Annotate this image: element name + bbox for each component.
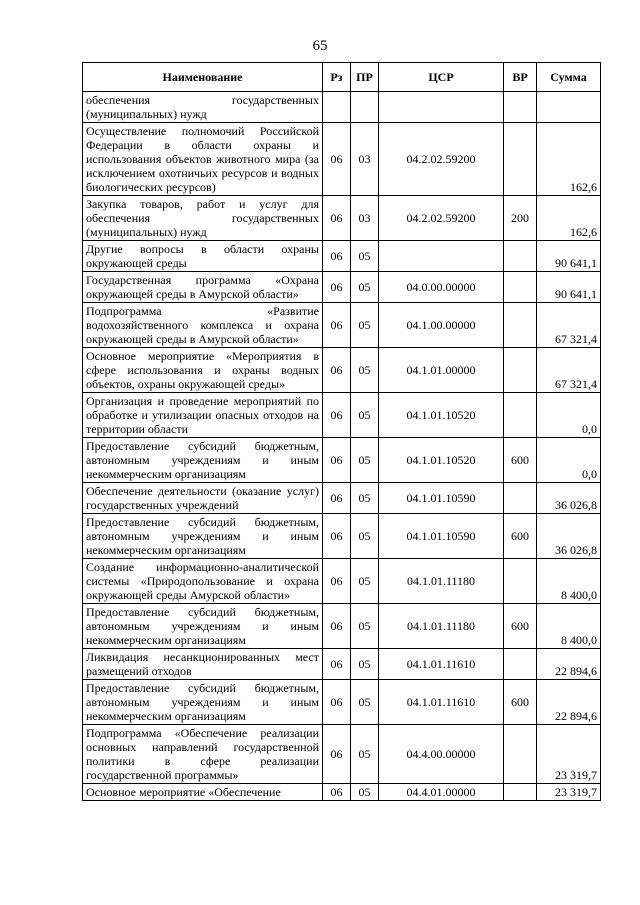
row-name: Предоставление субсидий бюджетным, автономным учреждениям и иным некоммерческим организациям — [83, 438, 323, 483]
row-pr: 05 — [351, 241, 379, 272]
table-row — [83, 303, 601, 348]
header-rz: Рз — [323, 63, 351, 92]
row-pr: 05 — [351, 393, 379, 438]
row-pr: 05 — [351, 438, 379, 483]
table-row — [83, 784, 601, 801]
row-vr — [504, 241, 537, 272]
row-sum: 90 641,1 — [537, 272, 601, 303]
row-rz: 06 — [323, 784, 351, 801]
row-sum: 162,6 — [537, 196, 601, 241]
row-name: Обеспечение деятельности (оказание услуг) государственных учреждений — [83, 483, 323, 514]
row-pr: 05 — [351, 272, 379, 303]
row-csr: 04.1.01.11180 — [379, 559, 504, 604]
row-pr: 05 — [351, 348, 379, 393]
header-sum: Сумма — [537, 63, 601, 92]
row-name: Подпрограмма «Обеспечение реализации основных направлений государственной политики в сфере реализации государственной программы» — [83, 725, 323, 784]
row-csr: 04.1.01.11180 — [379, 604, 504, 649]
row-csr: 04.1.01.10590 — [379, 514, 504, 559]
table-row — [83, 393, 601, 438]
row-csr: 04.4.00.00000 — [379, 725, 504, 784]
row-name: Создание информационно-аналитической системы «Природопользование и охрана окружающей среды Амурской области» — [83, 559, 323, 604]
row-csr: 04.1.01.10520 — [379, 438, 504, 483]
row-rz: 06 — [323, 680, 351, 725]
row-pr: 03 — [351, 196, 379, 241]
table-row — [83, 514, 601, 559]
header-vr: ВР — [504, 63, 537, 92]
row-csr: 04.1.01.10590 — [379, 483, 504, 514]
table-row — [83, 680, 601, 725]
row-csr — [379, 241, 504, 272]
row-rz: 06 — [323, 241, 351, 272]
row-name: Организация и проведение мероприятий по обработке и утилизации опасных отходов на территории области — [83, 393, 323, 438]
row-csr: 04.1.01.00000 — [379, 348, 504, 393]
row-rz — [323, 92, 351, 123]
table-row — [83, 725, 601, 784]
row-vr — [504, 123, 537, 196]
row-pr: 05 — [351, 784, 379, 801]
row-csr: 04.1.01.11610 — [379, 649, 504, 680]
table-header-row — [83, 63, 601, 92]
row-csr: 04.1.01.10520 — [379, 393, 504, 438]
row-rz: 06 — [323, 196, 351, 241]
row-rz: 06 — [323, 123, 351, 196]
row-vr: 600 — [504, 604, 537, 649]
row-name: Основное мероприятие «Обеспечение — [83, 784, 323, 801]
row-name: Осуществление полномочий Российской Федерации в области охраны и использования объектов животного мира (за исключением охотничьих ресурсов и водных биологических ресурсов) — [83, 123, 323, 196]
table-row — [83, 483, 601, 514]
row-vr — [504, 272, 537, 303]
row-sum: 23 319,7 — [537, 784, 601, 801]
row-rz: 06 — [323, 348, 351, 393]
row-name: Закупка товаров, работ и услуг для обеспечения государственных (муниципальных) нужд — [83, 196, 323, 241]
row-rz: 06 — [323, 438, 351, 483]
header-csr: ЦСР — [379, 63, 504, 92]
row-rz: 06 — [323, 604, 351, 649]
row-sum: 36 026,8 — [537, 483, 601, 514]
table-row — [83, 196, 601, 241]
row-vr — [504, 483, 537, 514]
row-name: Подпрограмма «Развитие водохозяйственного комплекса и охрана окружающей среды в Амурской области» — [83, 303, 323, 348]
row-vr — [504, 348, 537, 393]
table-row — [83, 92, 601, 123]
row-sum: 67 321,4 — [537, 303, 601, 348]
table-row — [83, 604, 601, 649]
row-name: Государственная программа «Охрана окружающей среды в Амурской области» — [83, 272, 323, 303]
header-pr: ПР — [351, 63, 379, 92]
row-sum: 0,0 — [537, 393, 601, 438]
row-rz: 06 — [323, 649, 351, 680]
row-csr: 04.0.00.00000 — [379, 272, 504, 303]
row-sum: 22 894,6 — [537, 649, 601, 680]
row-sum — [537, 92, 601, 123]
row-rz: 06 — [323, 514, 351, 559]
row-sum: 23 319,7 — [537, 725, 601, 784]
table-row — [83, 272, 601, 303]
row-name: Ликвидация несанкционированных мест размещений отходов — [83, 649, 323, 680]
row-csr: 04.2.02.59200 — [379, 196, 504, 241]
row-pr: 05 — [351, 649, 379, 680]
row-vr — [504, 393, 537, 438]
row-name: обеспечения государственных (муниципальных) нужд — [83, 92, 323, 123]
row-sum: 67 321,4 — [537, 348, 601, 393]
page-number: 65 — [312, 38, 328, 54]
row-rz: 06 — [323, 272, 351, 303]
row-pr: 05 — [351, 680, 379, 725]
table-row — [83, 348, 601, 393]
row-pr: 05 — [351, 514, 379, 559]
row-name: Предоставление субсидий бюджетным, автономным учреждениям и иным некоммерческим организациям — [83, 604, 323, 649]
row-sum: 0,0 — [537, 438, 601, 483]
row-pr: 05 — [351, 559, 379, 604]
row-sum: 162,6 — [537, 123, 601, 196]
row-name: Предоставление субсидий бюджетным, автономным учреждениям и иным некоммерческим организациям — [83, 680, 323, 725]
row-rz: 06 — [323, 393, 351, 438]
row-pr: 05 — [351, 303, 379, 348]
row-rz: 06 — [323, 303, 351, 348]
row-rz: 06 — [323, 725, 351, 784]
row-vr — [504, 559, 537, 604]
row-sum: 22 894,6 — [537, 680, 601, 725]
header-name: Наименование — [83, 63, 323, 92]
row-vr — [504, 784, 537, 801]
row-csr — [379, 92, 504, 123]
row-pr: 05 — [351, 725, 379, 784]
row-sum: 8 400,0 — [537, 559, 601, 604]
table-row — [83, 241, 601, 272]
row-rz: 06 — [323, 483, 351, 514]
row-sum: 36 026,8 — [537, 514, 601, 559]
row-vr — [504, 303, 537, 348]
row-pr: 05 — [351, 604, 379, 649]
table-row — [83, 123, 601, 196]
row-name: Основное мероприятие «Мероприятия в сфере использования и охраны водных объектов, охраны окружающей среды» — [83, 348, 323, 393]
row-vr — [504, 92, 537, 123]
row-rz: 06 — [323, 559, 351, 604]
row-vr — [504, 649, 537, 680]
row-pr: 03 — [351, 123, 379, 196]
row-pr: 05 — [351, 483, 379, 514]
budget-table — [82, 62, 601, 801]
row-pr — [351, 92, 379, 123]
row-vr — [504, 725, 537, 784]
row-csr: 04.2.02.59200 — [379, 123, 504, 196]
row-vr: 200 — [504, 196, 537, 241]
row-name: Предоставление субсидий бюджетным, автономным учреждениям и иным некоммерческим организациям — [83, 514, 323, 559]
row-sum: 8 400,0 — [537, 604, 601, 649]
table-row — [83, 559, 601, 604]
row-vr: 600 — [504, 438, 537, 483]
table-row — [83, 649, 601, 680]
row-vr: 600 — [504, 514, 537, 559]
table-row — [83, 438, 601, 483]
row-sum: 90 641,1 — [537, 241, 601, 272]
row-csr: 04.1.00.00000 — [379, 303, 504, 348]
row-name: Другие вопросы в области охраны окружающей среды — [83, 241, 323, 272]
row-vr: 600 — [504, 680, 537, 725]
row-csr: 04.4.01.00000 — [379, 784, 504, 801]
row-csr: 04.1.01.11610 — [379, 680, 504, 725]
